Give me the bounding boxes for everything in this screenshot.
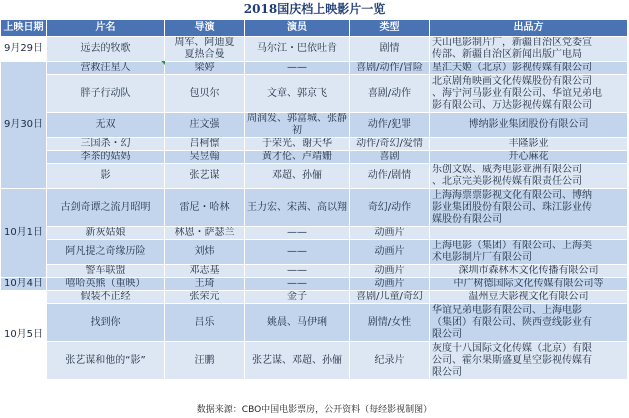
producer-cell: 博纳影业集团股份有限公司 bbox=[430, 113, 628, 138]
film-cell: 古剑奇谭之流月昭明 bbox=[47, 189, 165, 227]
film-cell: 阿凡提之奇缘历险 bbox=[47, 240, 165, 265]
table-row bbox=[1, 75, 628, 113]
producer-cell: 深圳市森林木文化传播有限公司 bbox=[430, 265, 628, 278]
producer-cell: 灰度十八国际文化传媒（北京）有限 公司、霍尔果斯盛夏星空影视传媒有 限公司 bbox=[430, 342, 628, 380]
table-row bbox=[1, 62, 628, 75]
cast-cell: 于荣光、谢天华 bbox=[245, 138, 350, 151]
table-row bbox=[1, 291, 628, 304]
producer-cell: 开心麻花 bbox=[430, 151, 628, 164]
release-table bbox=[0, 19, 628, 380]
release-date-cell: 10月5日 bbox=[1, 291, 47, 380]
film-cell: 远去的牧歌 bbox=[47, 37, 165, 62]
director-cell: 张艺谋 bbox=[165, 164, 245, 189]
data-source-note: 数据来源：CBO中国电影票房，公开资料（每经影视制图） bbox=[196, 405, 433, 415]
header-row bbox=[1, 20, 628, 37]
producer-cell: 星汇天姬（北京）影视传媒有限公司 bbox=[430, 62, 628, 75]
genre-cell: 纪录片 bbox=[350, 342, 430, 380]
cast-cell: 黄才伦、卢靖姗 bbox=[245, 151, 350, 164]
film-cell: 李茶的姑妈 bbox=[47, 151, 165, 164]
film-cell: 无双 bbox=[47, 113, 165, 138]
film-cell: 三国杀・幻 bbox=[47, 138, 165, 151]
cast-cell: 周润发、郭富城、张静 初 bbox=[245, 113, 350, 138]
producer-cell: 华谊兄弟电影有限公司、上海电影 （集团）有限公司、陕西壹线影业有 限公司 bbox=[430, 304, 628, 342]
genre-cell: 喜剧/动作 bbox=[350, 75, 430, 113]
table-row bbox=[1, 227, 628, 240]
director-cell: 王琦 bbox=[165, 278, 245, 291]
producer-cell: 天山电影制片厂，新疆自治区党委宣 传部、新疆自治区新闻出版广电局 bbox=[430, 37, 628, 62]
header-director: 导演 bbox=[165, 20, 245, 37]
film-cell: 营救汪星人 bbox=[47, 62, 165, 75]
genre-cell: 动画片 bbox=[350, 227, 430, 240]
genre-cell: 剧情 bbox=[350, 37, 430, 62]
cast-cell: 文章、郭京飞 bbox=[245, 75, 350, 113]
table-row bbox=[1, 113, 628, 138]
table-row bbox=[1, 138, 628, 151]
table-row bbox=[1, 189, 628, 227]
cast-cell: 马尔江・巴依吐肯 bbox=[245, 37, 350, 62]
director-cell: 雷尼・哈林 bbox=[165, 189, 245, 227]
table-row bbox=[1, 265, 628, 278]
film-cell: 嘻哈英熊（重映） bbox=[47, 278, 165, 291]
director-cell: 刘炜 bbox=[165, 240, 245, 265]
genre-cell: 动作/剧情 bbox=[350, 164, 430, 189]
table-title: 2018国庆档上映影片一览 bbox=[243, 2, 386, 16]
genre-cell: 动作/奇幻/爱情 bbox=[350, 138, 430, 151]
director-cell: 吕柯懔 bbox=[165, 138, 245, 151]
director-cell: 吴昱翰 bbox=[165, 151, 245, 164]
film-cell: 找到你 bbox=[47, 304, 165, 342]
producer-cell: 北京剧角映画文化传媒股份有限公司 、海宁河马影业有限公司、华谊兄弟电 影有限公司、万达影视传媒有限公司 bbox=[430, 75, 628, 113]
genre-cell: 动画片 bbox=[350, 240, 430, 265]
director-cell: 邓志基 bbox=[165, 265, 245, 278]
table-row bbox=[1, 342, 628, 380]
film-cell: 新灰姑娘 bbox=[47, 227, 165, 240]
cast-cell: 金子 bbox=[245, 291, 350, 304]
cast-cell: —— bbox=[245, 227, 350, 240]
director-cell: 包贝尔 bbox=[165, 75, 245, 113]
cell-comment-marker[interactable] bbox=[161, 61, 165, 65]
producer-cell: 丰隆影业 bbox=[430, 138, 628, 151]
table-row bbox=[1, 164, 628, 189]
genre-cell: 喜剧/儿童/奇幻 bbox=[350, 291, 430, 304]
cast-cell: 张艺谋、邓超、孙俪 bbox=[245, 342, 350, 380]
producer-cell: 乐创文娱、威秀电影亚洲有限公司 、北京完美影视传媒有限责任公司 bbox=[430, 164, 628, 189]
producer-cell: 温州豆夫影视文化有限公司 bbox=[430, 291, 628, 304]
director-cell: 梁婷 bbox=[165, 62, 245, 75]
genre-cell: 动画片 bbox=[350, 265, 430, 278]
director-cell: 周军、阿迪夏 夏热合曼 bbox=[165, 37, 245, 62]
cast-cell: —— bbox=[245, 278, 350, 291]
release-date-cell: 10月4日 bbox=[1, 278, 47, 291]
film-cell: 胖子行动队 bbox=[47, 75, 165, 113]
director-cell: 汪鹏 bbox=[165, 342, 245, 380]
cast-cell: —— bbox=[245, 62, 350, 75]
genre-cell: 奇幻/动作 bbox=[350, 189, 430, 227]
producer-cell: 上海海票票影视文化有限公司、博纳 影业集团股份有限公司、珠江影业传 媒股份有限公司 bbox=[430, 189, 628, 227]
producer-cell: 上海电影（集团）有限公司、上海美 术电影制片厂有限公司 bbox=[430, 240, 628, 265]
header-cast: 演员 bbox=[245, 20, 350, 37]
director-cell: 林恩・萨瑟兰 bbox=[165, 227, 245, 240]
cast-cell: —— bbox=[245, 265, 350, 278]
cast-cell: 王力宏、宋茜、高以翔 bbox=[245, 189, 350, 227]
cast-cell: 姚晨、马伊琍 bbox=[245, 304, 350, 342]
genre-cell: 动作/犯罪 bbox=[350, 113, 430, 138]
producer-cell bbox=[430, 227, 628, 240]
genre-cell: 剧情/女性 bbox=[350, 304, 430, 342]
header-genre: 类型 bbox=[350, 20, 430, 37]
cast-cell: 邓超、孙俪 bbox=[245, 164, 350, 189]
genre-cell: 喜剧/动作/冒险 bbox=[350, 62, 430, 75]
release-date-cell: 9月30日 bbox=[1, 62, 47, 189]
producer-cell: 中广树德国际文化传媒有限公司等 bbox=[430, 278, 628, 291]
release-date-cell: 9月29日 bbox=[1, 37, 47, 62]
header-date: 上映日期 bbox=[1, 20, 47, 37]
film-cell: 警车联盟 bbox=[47, 265, 165, 278]
genre-cell: 动画片 bbox=[350, 278, 430, 291]
header-producer: 出品方 bbox=[430, 20, 628, 37]
table-row bbox=[1, 151, 628, 164]
director-cell: 庄文强 bbox=[165, 113, 245, 138]
release-date-cell: 10月1日 bbox=[1, 189, 47, 278]
film-cell: 假装不正经 bbox=[47, 291, 165, 304]
table-row bbox=[1, 304, 628, 342]
director-cell: 吕乐 bbox=[165, 304, 245, 342]
table-row bbox=[1, 240, 628, 265]
film-cell: 张艺谋和他的“影” bbox=[47, 342, 165, 380]
table-row bbox=[1, 37, 628, 62]
film-cell: 影 bbox=[47, 164, 165, 189]
director-cell: 张荣元 bbox=[165, 291, 245, 304]
genre-cell: 喜剧 bbox=[350, 151, 430, 164]
header-film: 片名 bbox=[47, 20, 165, 37]
table-row bbox=[1, 278, 628, 291]
cast-cell: —— bbox=[245, 240, 350, 265]
